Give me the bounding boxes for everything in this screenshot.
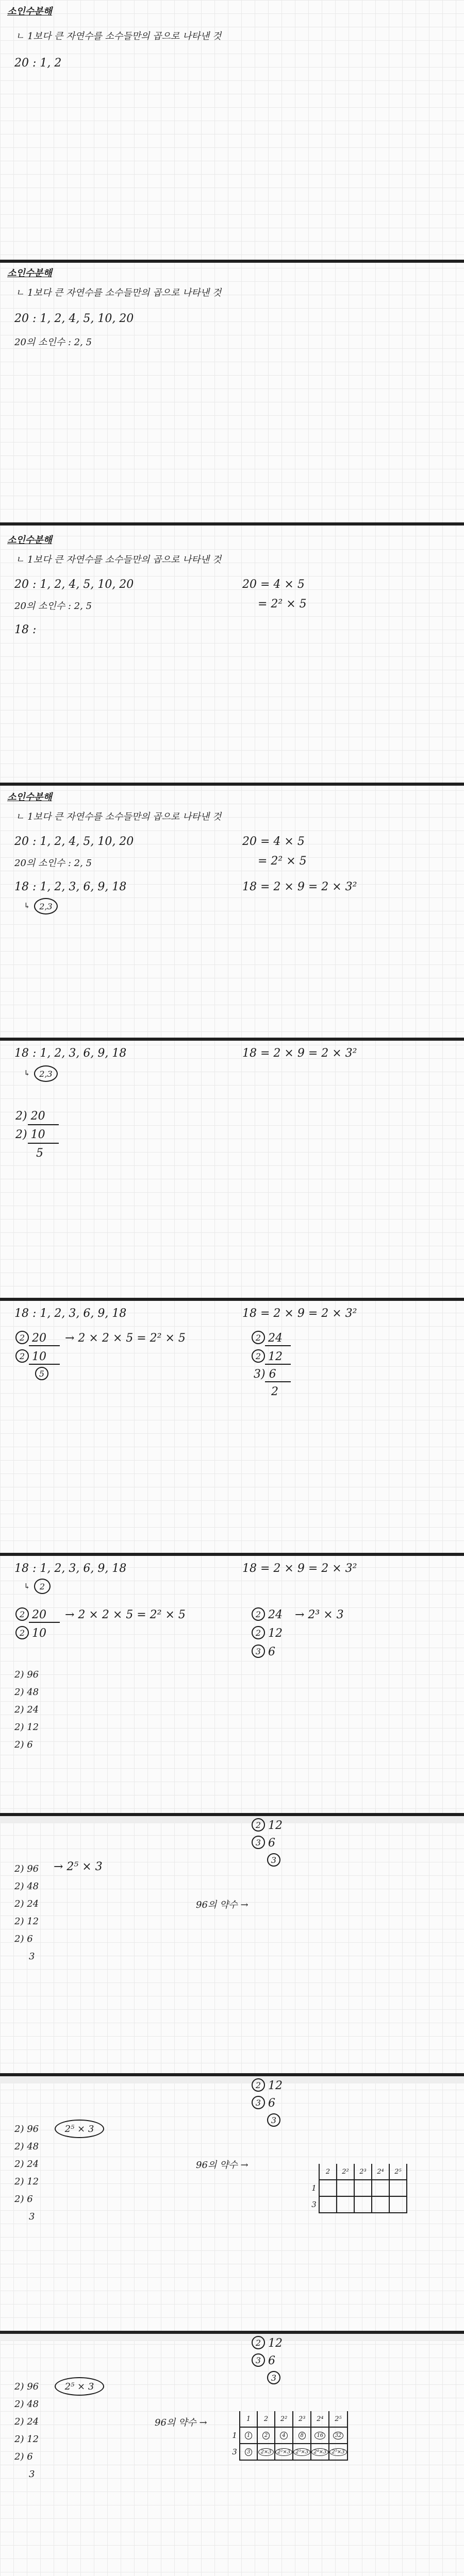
division-quotient: 2: [271, 1385, 278, 1398]
factorization-18: 18 = 2 × 9 = 2 × 3²: [242, 1047, 357, 1060]
division-96-step: 2) 48: [14, 2399, 39, 2410]
slide-10: [0, 2334, 464, 2576]
divisor-circle: 2: [252, 1607, 265, 1621]
division-6: 6: [268, 1837, 275, 1850]
division-10: 10: [32, 1627, 46, 1640]
grid-header: 2⁵: [389, 2164, 407, 2180]
quotient-circle: 3: [267, 2371, 280, 2384]
division-6: 6: [268, 2354, 275, 2367]
divisors-of-20: 20 : 1, 2, 4, 5, 10, 20: [14, 312, 134, 325]
grid-header: 2⁴: [372, 2164, 389, 2180]
division-96-step: 2) 24: [14, 1899, 39, 1909]
divisor-value: 2⁵×3: [329, 2448, 346, 2456]
divisor-circle: 3: [252, 2353, 265, 2367]
division-bar: [265, 1381, 291, 1382]
arrow: ↳: [24, 901, 30, 910]
division-96-step: 2) 96: [14, 2381, 39, 2392]
grid-row-label: 3: [230, 2444, 240, 2460]
page-title: 소인수분해: [7, 268, 52, 279]
grid-cell: [319, 2180, 337, 2196]
prime-factors-of-18-circle: 2,3: [34, 898, 58, 914]
grid-cell: [311, 2444, 329, 2460]
grid-cell: [329, 2427, 347, 2444]
divisor-value: 8: [299, 2432, 306, 2439]
division-quotient: 3: [29, 2211, 35, 2222]
division-12: 12: [268, 1819, 283, 1832]
division-96-step: 2) 48: [14, 2141, 39, 2152]
slide-8: [0, 1816, 464, 2076]
division-bar: [28, 1143, 59, 1144]
result-20: → 2 × 2 × 5 = 2² × 5: [65, 1332, 186, 1345]
division-96-step: 2) 24: [14, 2416, 39, 2427]
grid-corner: [309, 2164, 319, 2180]
grid-cell: [240, 2444, 257, 2460]
result-96-circle: 2⁵ × 3: [55, 2120, 104, 2138]
page-title: 소인수분해: [7, 6, 52, 17]
grid-header: 2: [319, 2164, 337, 2180]
divisor-circle: 3: [252, 1836, 265, 1849]
slide-7: [0, 1556, 464, 1816]
divisors-of-20: 20 : 1, 2: [14, 57, 62, 70]
definition-text: ㄴ 1보다 큰 자연수를 소수들만의 곱으로 나타낸 것: [15, 811, 222, 822]
divisors-of-96-label: 96의 약수 →: [155, 2417, 207, 2428]
grid-cell: [275, 2427, 293, 2444]
division-quotient: 5: [36, 1147, 43, 1160]
slide-2: [0, 263, 464, 526]
grid-header: 2⁴: [311, 2411, 329, 2427]
factorization-18: 18 = 2 × 9 = 2 × 3²: [242, 1562, 357, 1575]
grid-header: 2³: [293, 2411, 311, 2427]
grid-cell: [329, 2444, 347, 2460]
division-12: 12: [268, 1627, 283, 1640]
prime-factors-of-20: 20의 소인수 : 2, 5: [14, 858, 92, 869]
divisor-value: 4: [280, 2432, 287, 2439]
grid-header: 2⁵: [329, 2411, 347, 2427]
divisor-circle: 2: [15, 1331, 29, 1344]
divisor-table-empty: [309, 2164, 407, 2213]
grid-cell: [389, 2180, 407, 2196]
prime-factors-of-20: 20의 소인수 : 2, 5: [14, 601, 92, 612]
quotient-circle: 2: [34, 1579, 51, 1594]
division-quotient: 3: [29, 2469, 35, 2480]
definition-text: ㄴ 1보다 큰 자연수를 소수들만의 곱으로 나타낸 것: [15, 31, 222, 42]
division-10: 10: [32, 1350, 46, 1363]
division-12: 12: [268, 1350, 283, 1363]
division-20: 20: [32, 1332, 46, 1345]
division-20: 20: [32, 1608, 46, 1621]
division-96-step: 2) 12: [14, 2176, 39, 2187]
grid-row-label: 1: [309, 2180, 319, 2196]
page-title: 소인수분해: [7, 792, 52, 803]
prime-factors-of-20: 20의 소인수 : 2, 5: [14, 337, 92, 348]
division-step-1: 2) 20: [15, 1110, 45, 1123]
quotient-circle: 3: [267, 1853, 280, 1867]
divisor-value: 2³×3: [293, 2448, 310, 2456]
result-96: → 2⁵ × 3: [54, 1860, 103, 1873]
division-bar: [29, 1364, 60, 1365]
division-96-step: 2) 6: [14, 1739, 33, 1750]
divisor-circle: 2: [252, 1349, 265, 1363]
grid-header: 2³: [354, 2164, 372, 2180]
divisors-of-18: 18 : 1, 2, 3, 6, 9, 18: [14, 1307, 127, 1320]
divisors-of-18: 18 : 1, 2, 3, 6, 9, 18: [14, 880, 127, 893]
divisor-value: 2: [262, 2432, 270, 2439]
result-24: → 2³ × 3: [295, 1608, 344, 1621]
division-96-step: 2) 24: [14, 2159, 39, 2170]
division-bar: [265, 1345, 291, 1346]
divisors-of-18: 18 : 1, 2, 3, 6, 9, 18: [14, 1562, 127, 1575]
factorization-18: 18 = 2 × 9 = 2 × 3²: [242, 1307, 357, 1320]
arrow: ↳: [24, 1069, 30, 1078]
division-96-step: 2) 6: [14, 2451, 33, 2462]
division-6: 6: [268, 2097, 275, 2110]
grid-cell: [275, 2444, 293, 2460]
divisors-of-20: 20 : 1, 2, 4, 5, 10, 20: [14, 835, 134, 848]
factorization-18: 18 = 2 × 9 = 2 × 3²: [242, 880, 357, 893]
grid-header: 2²: [275, 2411, 293, 2427]
division-24: 24: [268, 1608, 283, 1621]
result-96-circle: 2⁵ × 3: [55, 2377, 104, 2396]
slide-1: [0, 0, 464, 263]
division-6: 6: [268, 1646, 275, 1658]
division-96-step: 2) 12: [14, 1916, 39, 1927]
grid-cell: [293, 2444, 311, 2460]
grid-cell: [389, 2196, 407, 2213]
division-6: 3) 6: [254, 1368, 276, 1381]
grid-cell: [319, 2196, 337, 2213]
arrow: ↳: [24, 1582, 30, 1591]
division-96-step: 2) 96: [14, 1669, 39, 1680]
slide-3: [0, 526, 464, 786]
division-quotient: 3: [29, 1951, 35, 1962]
divisor-value: 16: [314, 2432, 325, 2439]
division-96-step: 2) 96: [14, 1863, 39, 1874]
slide-9: [0, 2076, 464, 2334]
divisor-circle: 2: [252, 1626, 265, 1639]
factorization-20-power: = 2² × 5: [258, 855, 307, 868]
quotient-circle: 5: [35, 1367, 48, 1380]
cut-off-row: [0, 2334, 464, 2341]
grid-cell: [354, 2196, 372, 2213]
divisor-circle: 3: [252, 2096, 265, 2109]
divisor-value: 2⁴×3: [311, 2448, 328, 2456]
divisor-circle: 2: [15, 1349, 29, 1363]
factorization-20: 20 = 4 × 5: [242, 835, 305, 848]
grid-cell: [240, 2427, 257, 2444]
divisors-of-96-label: 96의 약수 →: [196, 2160, 248, 2171]
quotient-circle: 3: [267, 2113, 280, 2127]
division-bar: [29, 1622, 60, 1623]
division-96-step: 2) 6: [14, 1934, 33, 1944]
divisor-circle: 2: [15, 1607, 29, 1621]
division-12: 12: [268, 2337, 283, 2350]
division-96-step: 2) 12: [14, 2434, 39, 2445]
divisors-of-96-label: 96의 약수 →: [196, 1900, 248, 1910]
grid-cell: [337, 2196, 354, 2213]
grid-header: 1: [240, 2411, 257, 2427]
grid-cell: [257, 2444, 275, 2460]
divisor-circle: 3: [252, 1645, 265, 1658]
division-bar: [29, 1345, 60, 1346]
divisor-circle: 2: [252, 2078, 265, 2092]
divisor-table-filled: [230, 2411, 348, 2461]
division-96-step: 2) 48: [14, 1881, 39, 1892]
division-step-2: 2) 10: [15, 1128, 45, 1141]
definition-text: ㄴ 1보다 큰 자연수를 소수들만의 곱으로 나타낸 것: [15, 554, 222, 565]
grid-header: 2: [257, 2411, 275, 2427]
definition-text: ㄴ 1보다 큰 자연수를 소수들만의 곱으로 나타낸 것: [15, 287, 222, 298]
factorization-20: 20 = 4 × 5: [242, 578, 305, 591]
result-20: → 2 × 2 × 5 = 2² × 5: [65, 1608, 186, 1621]
divisor-circle: 2: [252, 1331, 265, 1344]
divisor-value: 1: [245, 2432, 252, 2439]
division-96-step: 2) 12: [14, 1722, 39, 1733]
divisor-circle: 2: [252, 2336, 265, 2349]
grid-cell: [354, 2180, 372, 2196]
slide-4: [0, 786, 464, 1041]
division-24: 24: [268, 1332, 283, 1345]
grid-cell: [372, 2196, 389, 2213]
cut-off-row: [0, 1816, 464, 1823]
slide-6: [0, 1301, 464, 1556]
division-96-step: 2) 6: [14, 2194, 33, 2205]
divisors-of-20: 20 : 1, 2, 4, 5, 10, 20: [14, 578, 134, 591]
division-bar: [265, 1364, 291, 1365]
grid-row-label: 3: [309, 2196, 319, 2213]
divisor-value: 3: [245, 2448, 252, 2456]
slide-5: [0, 1041, 464, 1301]
grid-header: 2²: [337, 2164, 354, 2180]
grid-row-label: 1: [230, 2427, 240, 2444]
prime-factors-of-18-circle: 2,3: [34, 1065, 58, 1082]
grid-cell: [311, 2427, 329, 2444]
cut-off-row: [0, 2076, 464, 2083]
divisor-circle: 2: [252, 1818, 265, 1832]
grid-cell: [257, 2427, 275, 2444]
division-96-step: 2) 96: [14, 2124, 39, 2134]
divisor-circle: 2: [15, 1626, 29, 1639]
factorization-20-power: = 2² × 5: [258, 598, 307, 611]
divisors-of-18: 18 : 1, 2, 3, 6, 9, 18: [14, 1047, 127, 1060]
grid-cell: [372, 2180, 389, 2196]
division-96-step: 2) 48: [14, 1687, 39, 1698]
grid-cell: [293, 2427, 311, 2444]
division-12: 12: [268, 2079, 283, 2092]
grid-corner: [230, 2411, 240, 2427]
division-96-step: 2) 24: [14, 1704, 39, 1715]
divisor-value: 2×3: [258, 2448, 273, 2456]
page-title: 소인수분해: [7, 535, 52, 546]
divisors-of-18-label: 18 :: [14, 623, 37, 636]
grid-cell: [337, 2180, 354, 2196]
division-bar: [28, 1124, 59, 1125]
divisor-value: 32: [333, 2432, 344, 2439]
divisor-value: 2²×3: [275, 2448, 292, 2456]
